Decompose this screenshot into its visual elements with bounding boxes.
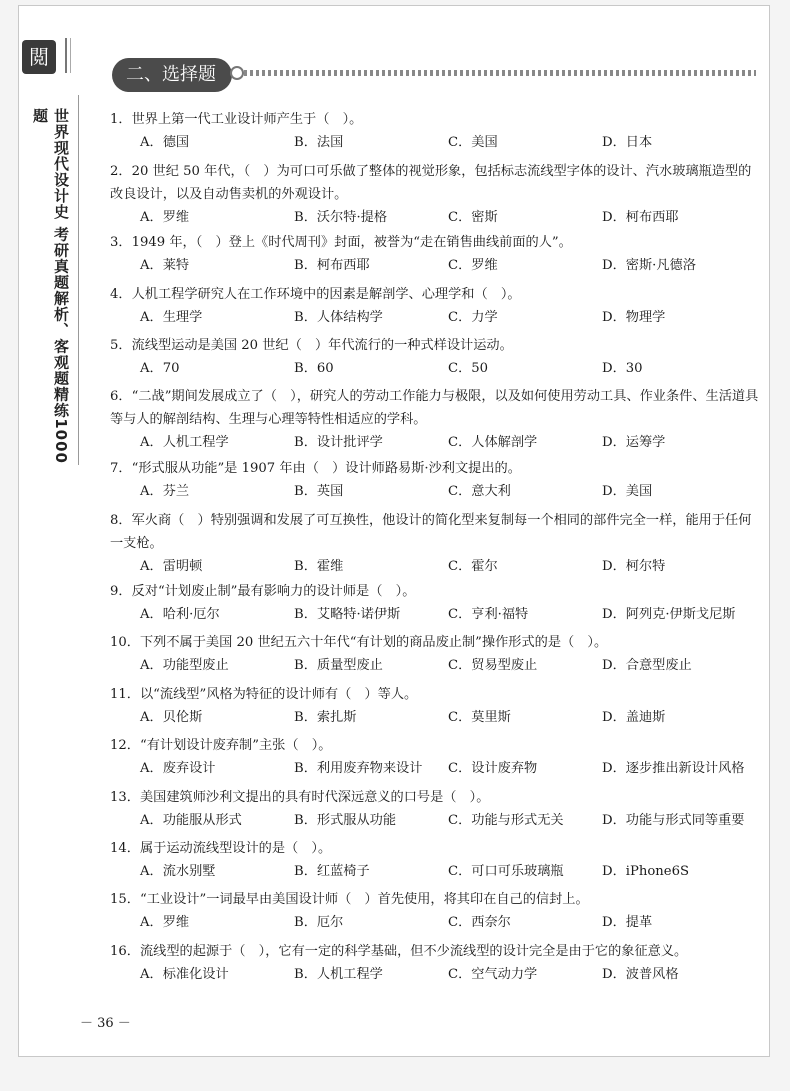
question-item bbox=[110, 940, 760, 986]
question-item bbox=[110, 734, 760, 780]
question-item bbox=[110, 509, 760, 578]
option-d: D．日本 bbox=[602, 135, 653, 150]
option-b: B．利用废弃物来设计 bbox=[294, 761, 423, 776]
question-item bbox=[110, 888, 760, 934]
option-b: B．设计批评学 bbox=[294, 435, 383, 450]
option-c: C．力学 bbox=[448, 310, 498, 325]
option-row bbox=[110, 603, 760, 626]
question-item bbox=[110, 231, 760, 277]
option-a: A．罗维 bbox=[140, 210, 190, 225]
option-a: A．罗维 bbox=[140, 915, 190, 930]
option-a: A．贝伦斯 bbox=[140, 710, 203, 725]
option-a: A．德国 bbox=[140, 135, 190, 150]
option-d: D．密斯·凡德洛 bbox=[602, 258, 696, 273]
option-row bbox=[110, 431, 760, 454]
heading-ring-ornament bbox=[230, 66, 244, 80]
option-d: D．合意型废止 bbox=[602, 658, 692, 673]
option-d: D．提革 bbox=[602, 915, 653, 930]
option-d: D．美国 bbox=[602, 484, 653, 499]
option-b: B．质量型废止 bbox=[294, 658, 383, 673]
option-c: C．亨利·福特 bbox=[448, 607, 529, 622]
question-stem: 13．美国建筑师沙利文提出的具有时代深远意义的口号是（ ）。 bbox=[110, 790, 490, 805]
option-b: B．沃尔特·提格 bbox=[294, 210, 388, 225]
question-stem: 11．以“流线型”风格为特征的设计师有（ ）等人。 bbox=[110, 687, 418, 702]
option-a: A．哈利·厄尔 bbox=[140, 607, 220, 622]
option-a: A．废弃设计 bbox=[140, 761, 216, 776]
option-a: A．芬兰 bbox=[140, 484, 190, 499]
question-stem: 12．“有计划设计废弃制”主张（ ）。 bbox=[110, 738, 332, 753]
option-c: C．美国 bbox=[448, 135, 498, 150]
sidebar-rule bbox=[70, 38, 71, 73]
option-c: C．设计废弃物 bbox=[448, 761, 538, 776]
option-row bbox=[110, 555, 760, 578]
option-row bbox=[110, 860, 760, 883]
option-c: C．空气动力学 bbox=[448, 967, 538, 982]
option-row bbox=[110, 254, 760, 277]
option-a: A．莱特 bbox=[140, 258, 190, 273]
option-row bbox=[110, 306, 760, 329]
option-b: B．英国 bbox=[294, 484, 344, 499]
question-stem: 9．反对“计划废止制”最有影响力的设计师是（ ）。 bbox=[110, 584, 416, 599]
option-d: D．柯布西耶 bbox=[602, 210, 679, 225]
option-row bbox=[110, 131, 760, 154]
question-item bbox=[110, 108, 760, 154]
question-stem: 6．“二战”期间发展成立了（ ），研究人的劳动工作能力与极限，以及如何使用劳动工具、作业条件、生活道具等与人的解剖结构、生理与心理等特性相适应的学科。 bbox=[110, 389, 759, 427]
question-item bbox=[110, 837, 760, 883]
option-row bbox=[110, 757, 760, 780]
question-item bbox=[110, 786, 760, 832]
option-d: D．波普风格 bbox=[602, 967, 679, 982]
option-a: A．功能服从形式 bbox=[140, 813, 242, 828]
sidebar-divider bbox=[78, 95, 79, 465]
question-item bbox=[110, 385, 760, 454]
option-b: B．形式服从功能 bbox=[294, 813, 397, 828]
option-row bbox=[110, 357, 760, 380]
option-c: C．罗维 bbox=[448, 258, 498, 273]
option-row bbox=[110, 654, 760, 677]
option-c: C．莫里斯 bbox=[448, 710, 511, 725]
question-stem: 16．流线型的起源于（ ），它有一定的科学基础，但不少流线型的设计完全是由于它的象征意义。 bbox=[110, 944, 688, 959]
option-d: D．运筹学 bbox=[602, 435, 666, 450]
question-stem: 7．“形式服从功能”是 1907 年由（ ）设计师路易斯·沙利文提出的。 bbox=[110, 461, 521, 476]
question-item bbox=[110, 631, 760, 677]
option-d: D．功能与形式同等重要 bbox=[602, 813, 745, 828]
option-b: B．柯布西耶 bbox=[294, 258, 370, 273]
option-d: D．盖迪斯 bbox=[602, 710, 666, 725]
option-d: D．30 bbox=[602, 361, 643, 376]
option-c: C．霍尔 bbox=[448, 559, 498, 574]
option-b: B．霍维 bbox=[294, 559, 344, 574]
option-a: A．标准化设计 bbox=[140, 967, 229, 982]
option-c: C．西奈尔 bbox=[448, 915, 511, 930]
option-row bbox=[110, 706, 760, 729]
book-title-vertical: 世界现代设计史 考研真题解析、客观题精练1000题 bbox=[31, 108, 70, 464]
question-stem: 10．下列不属于美国 20 世纪五六十年代“有计划的商品废止制”操作形式的是（ ）。 bbox=[110, 635, 608, 650]
option-a: A．功能型废止 bbox=[140, 658, 229, 673]
question-item bbox=[110, 683, 760, 729]
question-stem: 8．军火商（ ）特别强调和发展了可互换性，他设计的简化型来复制每一个相同的部件完全一样，能用于任何一支枪。 bbox=[110, 513, 752, 551]
page-number: － 36 － bbox=[80, 1016, 131, 1031]
section-heading: 二、选择题 bbox=[112, 58, 232, 92]
option-c: C．可口可乐玻璃瓶 bbox=[448, 864, 564, 879]
question-item bbox=[110, 160, 760, 229]
question-item bbox=[110, 457, 760, 503]
question-item bbox=[110, 283, 760, 329]
option-row bbox=[110, 911, 760, 934]
option-row bbox=[110, 206, 760, 229]
option-b: B．人机工程学 bbox=[294, 967, 383, 982]
option-c: C．人体解剖学 bbox=[448, 435, 538, 450]
question-stem: 3．1949 年，（ ）登上《时代周刊》封面，被誉为“走在销售曲线前面的人”。 bbox=[110, 235, 572, 250]
question-item bbox=[110, 334, 760, 380]
option-b: B．厄尔 bbox=[294, 915, 344, 930]
option-b: B．60 bbox=[294, 361, 334, 376]
question-stem: 15．“工业设计”一词最早由美国设计师（ ）首先使用，将其印在自己的信封上。 bbox=[110, 892, 589, 907]
option-d: D．iPhone6S bbox=[602, 864, 690, 879]
question-stem: 14．属于运动流线型设计的是（ ）。 bbox=[110, 841, 332, 856]
option-c: C．50 bbox=[448, 361, 489, 376]
option-b: B．法国 bbox=[294, 135, 344, 150]
option-d: D．逐步推出新设计风格 bbox=[602, 761, 745, 776]
option-b: B．红蓝椅子 bbox=[294, 864, 370, 879]
option-b: B．艾略特·诺伊斯 bbox=[294, 607, 401, 622]
option-a: A．70 bbox=[140, 361, 180, 376]
option-b: B．索扎斯 bbox=[294, 710, 357, 725]
option-c: C．功能与形式无关 bbox=[448, 813, 564, 828]
option-d: D．阿列克·伊斯戈尼斯 bbox=[602, 607, 736, 622]
heading-dotted-rule bbox=[244, 70, 756, 76]
sidebar-rule bbox=[65, 38, 67, 73]
option-c: C．贸易型废止 bbox=[448, 658, 538, 673]
option-a: A．流水别墅 bbox=[140, 864, 216, 879]
option-d: D．物理学 bbox=[602, 310, 666, 325]
option-a: A．雷明顿 bbox=[140, 559, 203, 574]
question-stem: 5．流线型运动是美国 20 世纪（ ）年代流行的一种式样设计运动。 bbox=[110, 338, 513, 353]
option-d: D．柯尔特 bbox=[602, 559, 666, 574]
option-a: A．人机工程学 bbox=[140, 435, 229, 450]
question-stem: 4．人机工程学研究人在工作环境中的因素是解剖学、心理学和（ ）。 bbox=[110, 287, 521, 302]
question-stem: 2．20 世纪 50 年代，（ ）为可口可乐做了整体的视觉形象，包括标志流线型字体的设计、汽水玻璃瓶造型的改良设计，以及自动售卖机的外观设计。 bbox=[110, 164, 752, 202]
question-stem: 1．世界上第一代工业设计师产生于（ ）。 bbox=[110, 112, 363, 127]
book-logo: 閲 bbox=[22, 40, 56, 74]
question-item bbox=[110, 580, 760, 626]
option-row bbox=[110, 480, 760, 503]
option-c: C．意大利 bbox=[448, 484, 511, 499]
option-a: A．生理学 bbox=[140, 310, 203, 325]
option-b: B．人体结构学 bbox=[294, 310, 383, 325]
option-row bbox=[110, 809, 760, 832]
option-c: C．密斯 bbox=[448, 210, 498, 225]
option-row bbox=[110, 963, 760, 986]
